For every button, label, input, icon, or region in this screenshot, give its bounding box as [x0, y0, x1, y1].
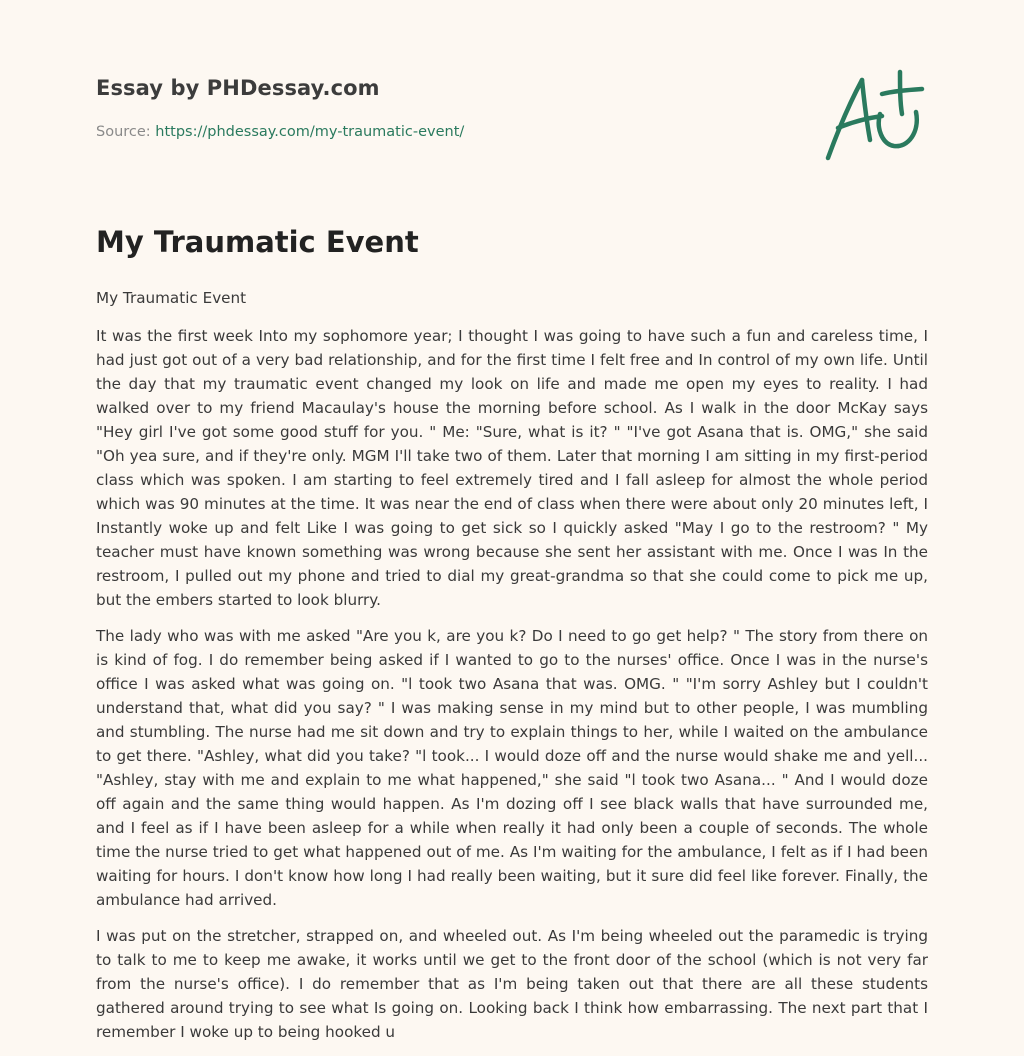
- essay-paragraph: It was the first week Into my sophomore year; I thought I was going to have such a fun and careless time, I had just got out of a very bad relationship, and for the first time I felt free and In control of my own life. Until the day that my traumatic event changed my look on life and made me open my eyes to reality. I had walked over to my friend Macaulay's house the morning before school. As I walk in the door McKay says "Hey girl I've got some good stuff for you. " Me: "Sure, what is it? " "I've got Asana that is. OMG," she said "Oh yea sure, and if they're only. MGM I'll take two of them. Later that morning I am sitting in my first-period class which was spoken. I am starting to feel extremely tired and I fall asleep for almost the whole period which was 90 minutes at the time. It was near the end of class when there were about only 20 minutes left, I Instantly woke up and felt Like I was going to get sick so I quickly asked "May I go to the restroom? " My teacher must have known something was wrong because she sent her assistant with me. Once I was In the restroom, I pulled out my phone and tried to dial my great-grandma so that she could come to pick me up, but the embers started to look blurry.: [96, 327, 928, 609]
- source-line: [96, 124, 464, 140]
- site-title: Essay by PHDessay.com: [96, 76, 380, 100]
- essay-paragraph: The lady who was with me asked "Are you k, are you k? Do I need to go get help? " The story from there on is kind of fog. I do remember being asked if I wanted to go to the nurses' office. Once I was in the nurse's office I was asked what was going on. "l took two Asana that was. OMG. " "I'm sorry Ashley but I couldn't understand that, what did you say? " I was making sense in my mind but to other people, I was mumbling and stumbling. The nurse had me sit down and try to explain things to her, while I waited on the ambulance to get there. "Ashley, what did you take? "l took... I would doze off and the nurse would shake me and yell... "Ashley, stay with me and explain to me what happened," she said "l took two Asana... " And I would doze off again and the same thing would happen. As I'm dozing off I see black walls that have surrounded me, and I feel as if I have been asleep for a while when really it had only been a couple of seconds. The whole time the nurse tried to get what happened out of me. As I'm waiting for the ambulance, I felt as if I had been waiting for hours. I don't know how long I had really been waiting, but it sure did feel like forever. Finally, the ambulance had arrived.: [96, 627, 928, 909]
- source-label: Source:: [96, 124, 156, 140]
- essay-paragraph: I was put on the stretcher, strapped on, and wheeled out. As I'm being wheeled out the paramedic is trying to talk to me to keep me awake, it works until we get to the front door of the school (which is not very far from the nurse's office). I do remember that as I'm being taken out that there are all these students gathered around trying to see what Is going on. Looking back I think how embarrassing. The next part that I remember I woke up to being hooked u: [96, 927, 928, 1041]
- a-plus-logo-icon: [820, 66, 932, 166]
- essay-subtitle: My Traumatic Event: [96, 289, 247, 307]
- essay-title: My Traumatic Event: [96, 225, 419, 259]
- source-link[interactable]: https://phdessay.com/my-traumatic-event/: [155, 124, 465, 140]
- essay-body: [96, 286, 928, 1056]
